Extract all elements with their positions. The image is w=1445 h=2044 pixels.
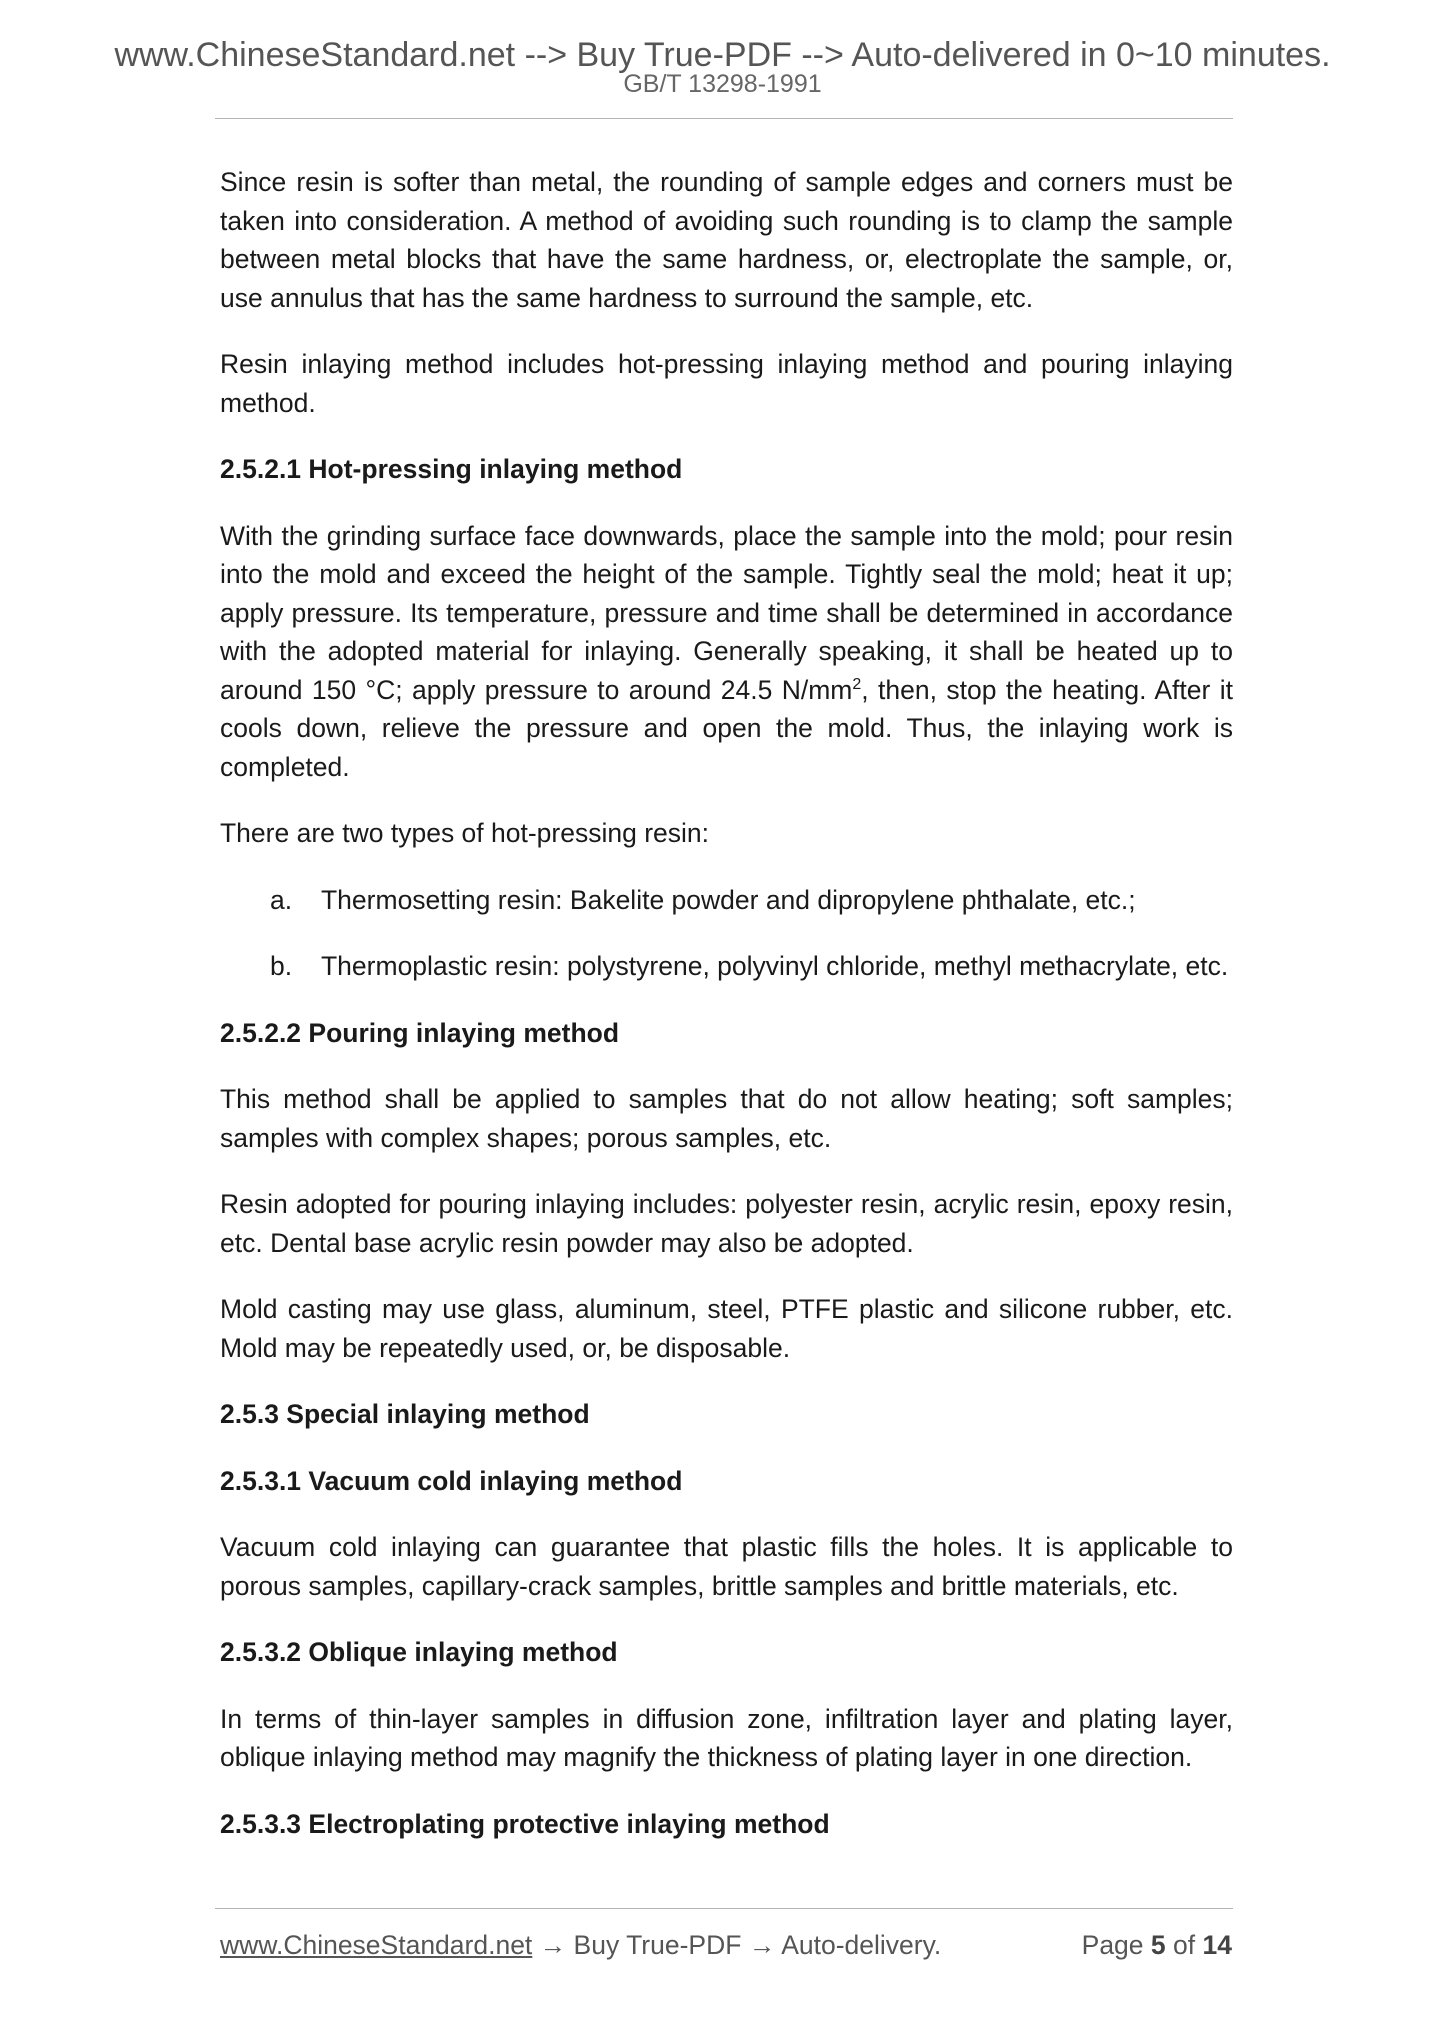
page-of: of	[1173, 1930, 1196, 1960]
page-label: Page	[1081, 1930, 1144, 1960]
arrow-right-icon: →	[748, 1930, 776, 1960]
paragraph-resin-types: There are two types of hot-pressing resin:	[220, 818, 710, 848]
footer-site-link[interactable]: www.ChineseStandard.net	[220, 1930, 533, 1960]
heading-2-5-2-2: 2.5.2.2 Pouring inlaying method	[220, 1017, 620, 1048]
page-number	[1082, 1928, 1232, 1962]
paragraph-oblique: In terms of thin-layer samples in diffusion zone, infiltration layer and plating layer, oblique inlaying method may magnify the thickness of plating layer in one direction.	[220, 1703, 1233, 1772]
list-text: Thermoplastic resin: polystyrene, polyvinyl chloride, methyl methacrylate, etc.	[321, 951, 1229, 981]
footer-auto-text: Auto-delivery.	[781, 1930, 942, 1960]
paragraph-pouring-resins: Resin adopted for pouring inlaying includes: polyester resin, acrylic resin, epoxy resin, etc. Dental base acrylic resin powder may also be adopted.	[220, 1189, 1233, 1258]
hot-pressing-text-part2: , then, stop the heating. After it cools down, relieve the pressure and open the mold. Thus, the inlaying work is completed.	[220, 674, 1233, 782]
site-banner[interactable]: www.ChineseStandard.net --> Buy True-PDF --> Auto-delivered in 0~10 minutes.	[114, 36, 1331, 74]
hot-pressing-text-part1: With the grinding surface face downwards, place the sample into the mold; pour resin into the mold and exceed the height of the sample. Tightly seal the mold; heat it up; apply pressure. Its temperature, pressure and time shall be determined in accordance with the adopted material for inlaying. Generally speaking, it shall be heated up to around 150 °C; apply pressure to around 24.5 N/mm	[220, 520, 1233, 705]
footer-divider	[215, 1908, 1233, 1909]
superscript-2: 2	[852, 675, 862, 693]
page-content	[220, 163, 1233, 1871]
list-marker: b.	[270, 951, 293, 981]
document-code: GB/T 13298-1991	[623, 70, 822, 98]
page-total: 14	[1202, 1930, 1232, 1960]
heading-2-5-3-2: 2.5.3.2 Oblique inlaying method	[220, 1637, 618, 1667]
paragraph-vacuum-cold: Vacuum cold inlaying can guarantee that plastic fills the holes. It is applicable to porous samples, capillary-crack samples, brittle samples and brittle materials, etc.	[220, 1532, 1233, 1601]
paragraph-resin-methods: Resin inlaying method includes hot-pressing inlaying method and pouring inlaying method.	[220, 349, 1233, 418]
paragraph-hot-pressing	[220, 517, 1233, 787]
heading-2-5-3-3: 2.5.3.3 Electroplating protective inlaying method	[220, 1808, 830, 1839]
list-item	[220, 947, 1233, 986]
list-text: Thermosetting resin: Bakelite powder and dipropylene phthalate, etc.;	[321, 884, 1136, 915]
heading-2-5-2-1: 2.5.2.1 Hot-pressing inlaying method	[220, 454, 683, 484]
footer-buy-text: Buy True-PDF	[573, 1930, 742, 1960]
footer-promo	[220, 1928, 941, 1962]
heading-2-5-3: 2.5.3 Special inlaying method	[220, 1399, 590, 1429]
paragraph-mold-casting: Mold casting may use glass, aluminum, steel, PTFE plastic and silicone rubber, etc. Mold may be repeatedly used, or, be disposable.	[220, 1294, 1233, 1363]
header-divider	[215, 118, 1233, 119]
page-current: 5	[1150, 1930, 1166, 1960]
paragraph-pouring-applicability: This method shall be applied to samples that do not allow heating; soft samples; samples with complex shapes; porous samples, etc.	[220, 1084, 1233, 1153]
heading-2-5-3-1: 2.5.3.1 Vacuum cold inlaying method	[220, 1465, 683, 1496]
list-marker: a.	[270, 884, 293, 915]
arrow-right-icon: →	[539, 1930, 567, 1960]
paragraph-resin-softness: Since resin is softer than metal, the rounding of sample edges and corners must be taken into consideration. A method of avoiding such rounding is to clamp the sample between metal blocks that have the same hardness, or, electroplate the sample, or, use annulus that has the same hardness to surround the sample, etc.	[220, 167, 1233, 313]
list-item	[220, 881, 1233, 920]
